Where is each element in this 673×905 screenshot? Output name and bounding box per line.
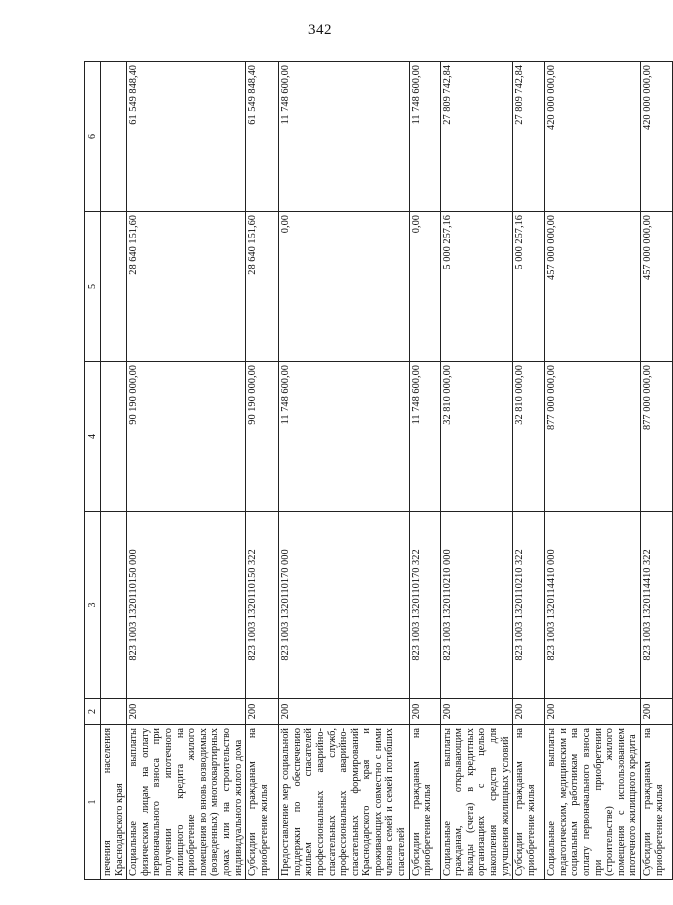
table-row <box>545 62 641 880</box>
row-value-5: 457 000 000,00 <box>545 212 641 362</box>
header-col-2: 2 <box>85 699 101 725</box>
row-value-5: 28 640 151,60 <box>127 212 246 362</box>
row-vr: 200 <box>246 699 279 725</box>
header-row <box>85 62 101 880</box>
row-vr: 200 <box>640 699 672 725</box>
row-description: Субсидии гражданам на приобретение жилья <box>246 725 279 880</box>
row-code: 823 1003 1320110150 000 <box>127 512 246 699</box>
row-value-4: 32 810 000,00 <box>513 362 545 512</box>
table-row <box>101 62 127 880</box>
row-code: 823 1003 1320114410 322 <box>640 512 672 699</box>
row-vr <box>101 699 127 725</box>
table-row <box>440 62 513 880</box>
row-code: 823 1003 1320110170 000 <box>279 512 410 699</box>
table-row <box>127 62 246 880</box>
row-value-5: 0,00 <box>409 212 440 362</box>
row-value-6: 61 549 848,40 <box>246 62 279 212</box>
row-value-6: 11 748 600,00 <box>409 62 440 212</box>
row-value-6 <box>101 62 127 212</box>
budget-table <box>84 61 673 880</box>
row-description: Социальные выплаты гражданам, открывающим вклады (счета) в кредитных организациях с целью накопления средств для улучшения жилищных условий <box>440 725 513 880</box>
row-description: Субсидии гражданам на приобретение жилья <box>640 725 672 880</box>
row-code <box>101 512 127 699</box>
row-vr: 200 <box>440 699 513 725</box>
header-col-3: 3 <box>85 512 101 699</box>
row-value-5 <box>101 212 127 362</box>
row-value-5: 5 000 257,16 <box>513 212 545 362</box>
row-value-6: 61 549 848,40 <box>127 62 246 212</box>
table-row <box>246 62 279 880</box>
row-value-4: 877 000 000,00 <box>545 362 641 512</box>
row-code: 823 1003 1320114410 000 <box>545 512 641 699</box>
row-value-5: 5 000 257,16 <box>440 212 513 362</box>
row-value-4 <box>101 362 127 512</box>
row-code: 823 1003 1320110150 322 <box>246 512 279 699</box>
row-description: Социальные выплаты педагогическим, медицинским и социальным работникам на оплату первоначального взноса при приобретении (строительстве) жилого помещения с использованием ипотечного жилищного кредита <box>545 725 641 880</box>
row-value-6: 27 809 742,84 <box>440 62 513 212</box>
row-value-6: 420 000 000,00 <box>640 62 672 212</box>
row-code: 823 1003 1320110210 322 <box>513 512 545 699</box>
row-vr: 200 <box>545 699 641 725</box>
header-col-4: 4 <box>85 362 101 512</box>
row-value-4: 877 000 000,00 <box>640 362 672 512</box>
row-code: 823 1003 1320110210 000 <box>440 512 513 699</box>
table-row <box>279 62 410 880</box>
rotated-table-container <box>84 62 665 880</box>
row-value-6: 11 748 600,00 <box>279 62 410 212</box>
row-vr: 200 <box>513 699 545 725</box>
row-value-5: 28 640 151,60 <box>246 212 279 362</box>
header-col-6: 6 <box>85 62 101 212</box>
row-description: печения населения Краснодарского края <box>101 725 127 880</box>
row-value-4: 90 190 000,00 <box>246 362 279 512</box>
row-vr: 200 <box>127 699 246 725</box>
row-value-4: 11 748 600,00 <box>279 362 410 512</box>
row-value-5: 0,00 <box>279 212 410 362</box>
row-description: Субсидии гражданам на приобретение жилья <box>409 725 440 880</box>
row-description: Субсидии гражданам на приобретение жилья <box>513 725 545 880</box>
row-description: Предоставление мер социальной поддержки по обеспечению жильем спасателей профессиональных аварийно-спасательных служб, профессиональных аварийно-спасательных формирований Краснодарского края и проживающих совместно с ними членов семей и семей погибших спасателей <box>279 725 410 880</box>
row-value-5: 457 000 000,00 <box>640 212 672 362</box>
row-vr: 200 <box>409 699 440 725</box>
row-code: 823 1003 1320110170 322 <box>409 512 440 699</box>
row-description: Социальные выплаты физическим лицам на оплату первоначального взноса при получении ипотечного жилищного кредита на приобретение жилого помещения во вновь возводимых (возведенных) многоквартирных домах или на строительство индивидуального жилого дома <box>127 725 246 880</box>
row-value-6: 27 809 742,84 <box>513 62 545 212</box>
row-vr: 200 <box>279 699 410 725</box>
header-col-5: 5 <box>85 212 101 362</box>
row-value-4: 90 190 000,00 <box>127 362 246 512</box>
row-value-4: 11 748 600,00 <box>409 362 440 512</box>
table-row <box>513 62 545 880</box>
table-row <box>409 62 440 880</box>
header-col-1: 1 <box>85 725 101 880</box>
row-value-6: 420 000 000,00 <box>545 62 641 212</box>
page-number: 342 <box>308 22 332 38</box>
table-row <box>640 62 672 880</box>
row-value-4: 32 810 000,00 <box>440 362 513 512</box>
